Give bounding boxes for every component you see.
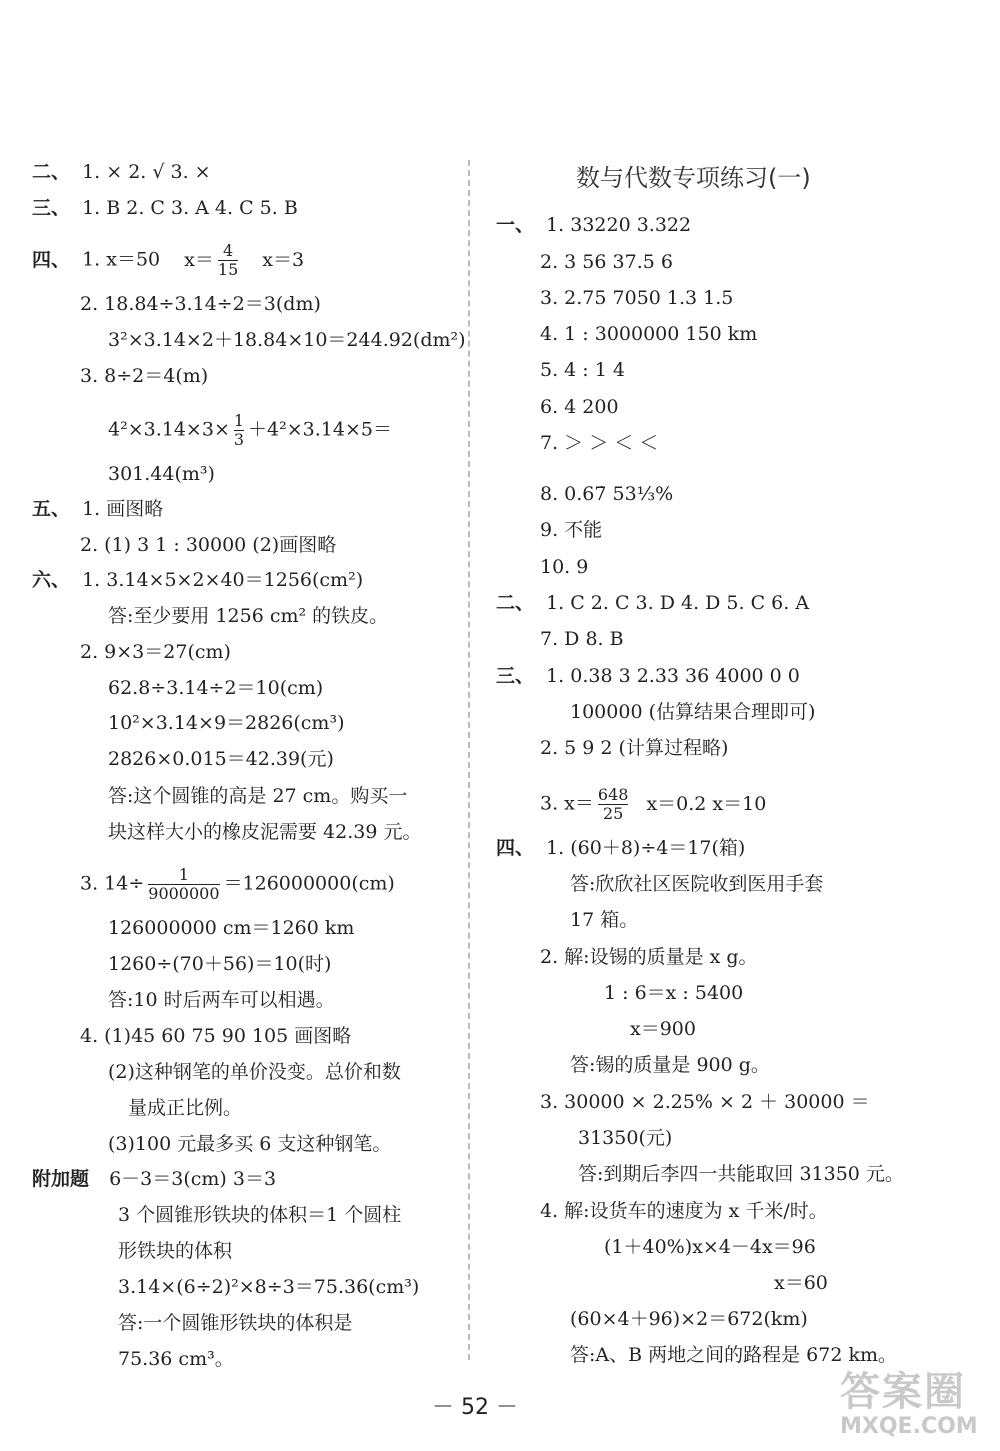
section-label: 四、	[32, 248, 71, 271]
fraction	[148, 866, 219, 903]
answer-line: 10. 9	[540, 556, 589, 578]
watermark-text: 答案圈	[840, 1369, 966, 1415]
answer-text: 4²×3.14×3×	[108, 418, 230, 441]
answer-line: 3.14×(6÷2)²×8÷3＝75.36(cm³)	[118, 1276, 420, 1298]
answer-text: 3. x＝	[540, 792, 594, 815]
section-4-q3-line1: 3. 8÷2＝4(m)	[80, 365, 209, 387]
answer-text: x＝0.2 x＝10	[646, 792, 767, 815]
section-2-row	[496, 591, 809, 615]
section-4-q3-line2	[108, 412, 392, 449]
answer-line: 3. 2.75 7050 1.3 1.5	[540, 287, 734, 309]
section-1-row	[496, 213, 691, 237]
answer-line: x＝60	[774, 1272, 828, 1294]
section-label: 四、	[496, 837, 535, 859]
numerator: 648	[597, 785, 629, 804]
section-4-q2-line2: 3²×3.14×2＋18.84×10＝244.92(dm²)	[108, 329, 466, 351]
answer-text: 1. 3.14×5×2×40＝1256(cm²)	[82, 569, 364, 591]
answer-line: 答:A、B 两地之间的路程是 672 km。	[570, 1344, 897, 1366]
answer-text: x＝3	[262, 248, 305, 271]
answer-line: 10²×3.14×9＝2826(cm³)	[108, 712, 345, 734]
numerator: 1	[233, 411, 245, 430]
section-label: 一、	[496, 214, 535, 236]
answer-line: 2. 3 56 37.5 6	[540, 251, 673, 273]
section-label: 三、	[32, 197, 71, 219]
answer-line: 75.36 cm³。	[118, 1348, 234, 1370]
section-2-row	[32, 160, 211, 184]
answer-line: 3 个圆锥形铁块的体积＝1 个圆柱	[118, 1204, 402, 1226]
answer-line: 2826×0.015＝42.39(元)	[108, 748, 334, 770]
answer-line: x＝900	[630, 1018, 696, 1040]
section-5-q2: 2. (1) 3 1 : 30000 (2)画图略	[80, 534, 337, 556]
section-3-q3	[540, 786, 766, 823]
section-label: 附加题	[32, 1168, 90, 1190]
fraction	[234, 412, 244, 449]
watermark-url: MXQE.COM	[840, 1414, 978, 1439]
section-label: 三、	[496, 665, 535, 687]
section-5-q1	[32, 497, 163, 521]
section-4-q1	[32, 242, 304, 279]
answer-line: (2)这种钢笔的单价没变。总价和数	[108, 1061, 401, 1083]
answer-line: 4. (1)45 60 75 90 105 画图略	[80, 1025, 352, 1047]
answer-line: (3)100 元最多买 6 支这种钢笔。	[108, 1133, 392, 1155]
numerator: 1	[178, 865, 189, 884]
section-label: 二、	[32, 161, 71, 183]
section-title: 数与代数专项练习(一)	[576, 164, 811, 192]
answer-line: 7. D 8. B	[540, 628, 624, 650]
answer-line: 8. 0.67̇ 53⅓%	[540, 483, 674, 505]
answer-line: 2. 解:设锡的质量是 x g。	[540, 946, 758, 968]
answer-line: 2. 5 9 2 (计算过程略)	[540, 737, 729, 759]
answer-line: 块这样大小的橡皮泥需要 42.39 元。	[108, 821, 422, 843]
answer-text: 1. 0.38 3 2.33 36 4000 0 0	[546, 665, 800, 687]
answer-line: 126000000 cm＝1260 km	[108, 917, 355, 939]
denominator: 9000000	[148, 884, 220, 903]
answer-line: 5. 4 : 1 4	[540, 359, 625, 381]
extra-question-row	[32, 1167, 276, 1191]
answer-text: x＝	[184, 248, 214, 271]
fraction	[218, 242, 238, 279]
answer-line: 100000 (估算结果合理即可)	[570, 701, 816, 723]
answer-line: 4. 解:设货车的速度为 x 千米/时。	[540, 1200, 828, 1222]
answer-line: 17 箱。	[570, 909, 639, 931]
answer-line: (60×4＋96)×2＝672(km)	[570, 1308, 808, 1330]
page-number: － 52 －	[432, 1395, 518, 1420]
answer-line: 答:到期后李四一共能取回 31350 元。	[578, 1163, 904, 1185]
answer-text: 1. 33220 3.322	[546, 214, 692, 236]
answer-line: 2. 9×3＝27(cm)	[80, 641, 231, 663]
answer-line: 形铁块的体积	[118, 1240, 233, 1262]
denominator: 15	[217, 260, 239, 279]
answer-text: 1. (60＋8)÷4＝17(箱)	[546, 837, 746, 859]
section-label: 五、	[32, 498, 71, 520]
denominator: 25	[598, 804, 629, 823]
answer-line: 答:锡的质量是 900 g。	[570, 1054, 770, 1076]
answer-line: 答:一个圆锥形铁块的体积是	[118, 1312, 353, 1334]
section-4-q2-line1: 2. 18.84÷3.14÷2＝3(dm)	[80, 293, 321, 315]
answer-line: 1 : 6＝x : 5400	[604, 982, 744, 1004]
fraction	[598, 786, 629, 823]
answer-line: 3. 30000 × 2.25% × 2 ＋ 30000 ＝	[540, 1091, 870, 1113]
section-6-q1	[32, 568, 363, 592]
answer-line: 1260÷(70＋56)＝10(时)	[108, 953, 332, 975]
answer-line: 7. ＞ ＞ ＜ ＜	[540, 432, 659, 454]
section-3-row	[32, 196, 298, 220]
answer-text: 3. 14÷	[80, 872, 145, 895]
answer-line: 6. 4 200	[540, 396, 619, 418]
answer-line: 量成正比例。	[128, 1097, 243, 1119]
answer-text: 1. 画图略	[82, 498, 164, 520]
section-3-row	[496, 664, 800, 688]
watermark-logo	[840, 1370, 990, 1440]
answer-text: 1. × 2. √ 3. ×	[82, 161, 211, 183]
section-6-q3	[80, 866, 395, 903]
answer-line: (1＋40%)x×4－4x＝96	[604, 1236, 816, 1258]
answer-text: ＋4²×3.14×5＝	[248, 418, 392, 441]
answer-text: ＝126000000(cm)	[223, 872, 395, 895]
answer-line: 答:10 时后两车可以相遇。	[108, 989, 335, 1011]
section-4-q3-line3: 301.44(m³)	[108, 463, 215, 485]
answer-line: 答:这个圆锥的高是 27 cm。购买一	[108, 785, 408, 807]
section-label: 六、	[32, 569, 71, 591]
answer-text: 1. x＝50	[82, 248, 161, 271]
answer-line: 31350(元)	[578, 1127, 673, 1149]
answer-text: 6－3＝3(cm) 3＝3	[109, 1168, 277, 1190]
answer-text: 1. B 2. C 3. A 4. C 5. B	[82, 197, 298, 219]
column-divider	[468, 160, 470, 1360]
answer-line: 9. 不能	[540, 519, 603, 541]
answer-text: 1. C 2. C 3. D 4. D 5. C 6. A	[546, 592, 810, 614]
denominator: 3	[233, 430, 245, 449]
answer-line: 62.8÷3.14÷2＝10(cm)	[108, 677, 324, 699]
answer-line: 答:欣欣社区医院收到医用手套	[570, 873, 824, 895]
answer-line: 答:至少要用 1256 cm² 的铁皮。	[108, 605, 389, 627]
answer-line: 4. 1 : 3000000 150 km	[540, 323, 758, 345]
section-label: 二、	[496, 592, 535, 614]
numerator: 4	[222, 241, 234, 260]
section-4-row	[496, 836, 745, 860]
